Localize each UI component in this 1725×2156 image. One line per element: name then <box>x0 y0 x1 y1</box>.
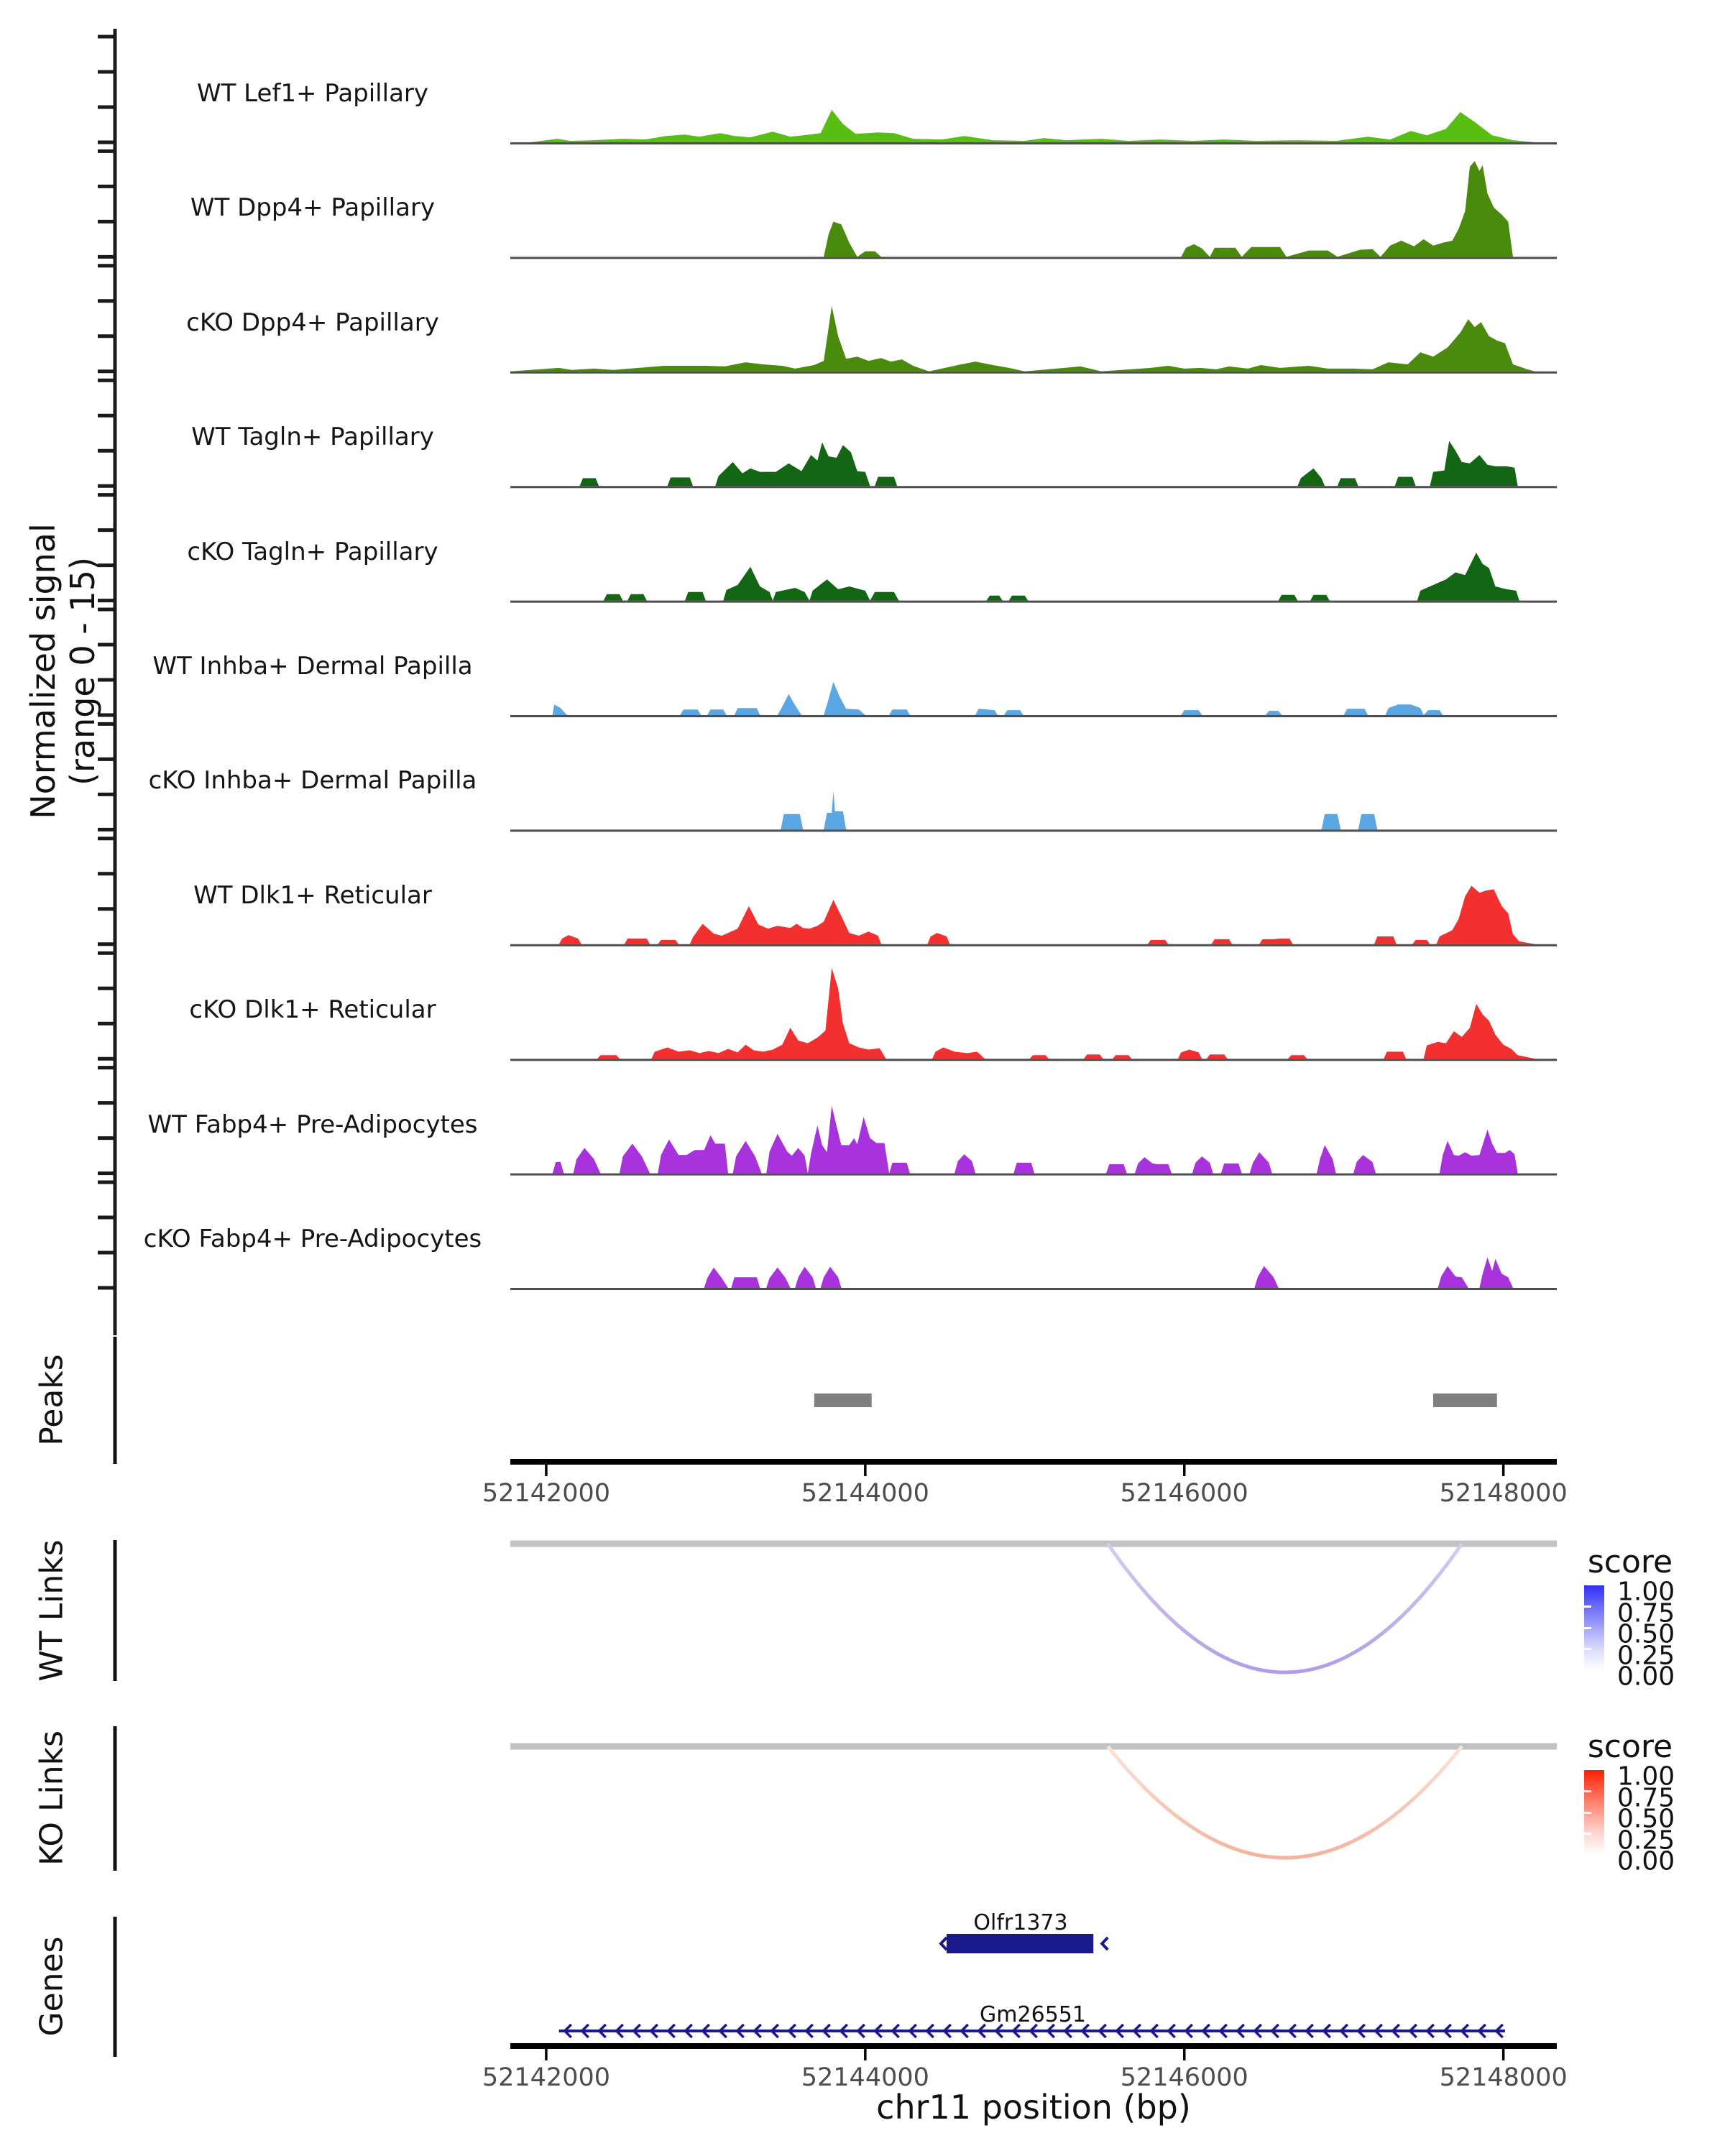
legend-tick-label: 0.25 <box>1617 1825 1675 1855</box>
legend-tick-label: 0.00 <box>1617 1846 1675 1876</box>
track-label: cKO Dpp4+ Papillary <box>186 308 439 337</box>
section-label-genes: Genes <box>33 1936 70 2037</box>
y-axis-title <box>24 523 103 819</box>
coverage-area <box>510 553 1535 601</box>
ko-score-legend-title: score <box>1587 1728 1673 1765</box>
peak-box <box>814 1393 872 1407</box>
legend-gradient-tick <box>1584 1627 1591 1629</box>
legend-tick-label: 0.25 <box>1617 1641 1675 1670</box>
x-tick-label: 52144000 <box>801 1479 929 1508</box>
gene-label: Gm26551 <box>980 2002 1086 2027</box>
legend-tick-label: 0.50 <box>1617 1804 1675 1834</box>
x-tick-label: 52146000 <box>1120 2063 1248 2092</box>
track-label: cKO Inhba+ Dermal Papilla <box>148 766 477 796</box>
track-label: WT Fabp4+ Pre-Adipocytes <box>147 1110 478 1139</box>
coverage-area <box>510 968 1535 1059</box>
coverage-area <box>510 161 1535 257</box>
x-tick-label: 52146000 <box>1120 1479 1248 1508</box>
coverage-area <box>510 791 1535 830</box>
coverage-area <box>510 1258 1535 1288</box>
strand-arrow <box>941 1938 947 1950</box>
coverage-area <box>510 441 1535 487</box>
legend-tick-label: 0.75 <box>1617 1783 1675 1812</box>
x-tick-label: 52142000 <box>482 2063 611 2092</box>
ko-score-gradient-bar <box>1584 1770 1604 1855</box>
strand-arrow <box>1102 1938 1108 1950</box>
coverage-area <box>510 306 1535 372</box>
x-tick-label: 52142000 <box>482 1479 611 1508</box>
section-label-peaks: Peaks <box>33 1354 70 1446</box>
wt-score-gradient-bar <box>1584 1585 1604 1670</box>
coverage-area <box>510 682 1535 715</box>
x-axis-title: chr11 position (bp) <box>876 2088 1191 2127</box>
track-label: WT Dpp4+ Papillary <box>190 193 436 223</box>
link-arc <box>1108 1544 1462 1672</box>
x-tick-label: 52148000 <box>1439 1479 1568 1508</box>
track-label: WT Lef1+ Papillary <box>196 79 429 108</box>
legend-gradient-tick <box>1584 1812 1591 1814</box>
legend-gradient-tick <box>1584 1833 1591 1835</box>
coverage-area <box>530 110 1535 142</box>
legend-tick-label: 0.50 <box>1617 1619 1675 1649</box>
x-tick-label: 52148000 <box>1439 2063 1568 2092</box>
peak-box <box>1433 1393 1497 1407</box>
coverage-area <box>510 886 1535 944</box>
gene-box <box>947 1934 1093 1953</box>
track-label: WT Inhba+ Dermal Papilla <box>152 652 473 681</box>
legend-gradient-tick <box>1584 1648 1591 1650</box>
legend-gradient-tick <box>1584 1790 1591 1792</box>
legend-gradient-tick <box>1584 1606 1591 1608</box>
wt-score-legend-title: score <box>1587 1544 1673 1580</box>
section-label-wt-links: WT Links <box>33 1539 70 1682</box>
legend-tick-label: 0.00 <box>1617 1662 1675 1692</box>
legend-tick-label: 0.75 <box>1617 1598 1675 1628</box>
track-label: WT Dlk1+ Reticular <box>193 880 432 910</box>
link-arc <box>1108 1746 1462 1858</box>
legend-tick-label: 1.00 <box>1617 1761 1675 1792</box>
x-tick-label: 52144000 <box>801 2063 929 2092</box>
y-axis-title-line2: (range 0 - 15) <box>63 557 102 786</box>
track-label: cKO Fabp4+ Pre-Adipocytes <box>143 1225 482 1253</box>
legend-tick-label: 1.00 <box>1617 1577 1675 1607</box>
track-label: cKO Tagln+ Papillary <box>187 537 438 566</box>
gene-label: Olfr1373 <box>973 1910 1068 1935</box>
coverage-area <box>510 1106 1535 1174</box>
track-label: WT Tagln+ Papillary <box>191 423 434 452</box>
track-label: cKO Dlk1+ Reticular <box>189 995 436 1025</box>
section-label-ko-links: KO Links <box>33 1730 70 1866</box>
y-axis-title-line1: Normalized signal <box>24 523 63 819</box>
